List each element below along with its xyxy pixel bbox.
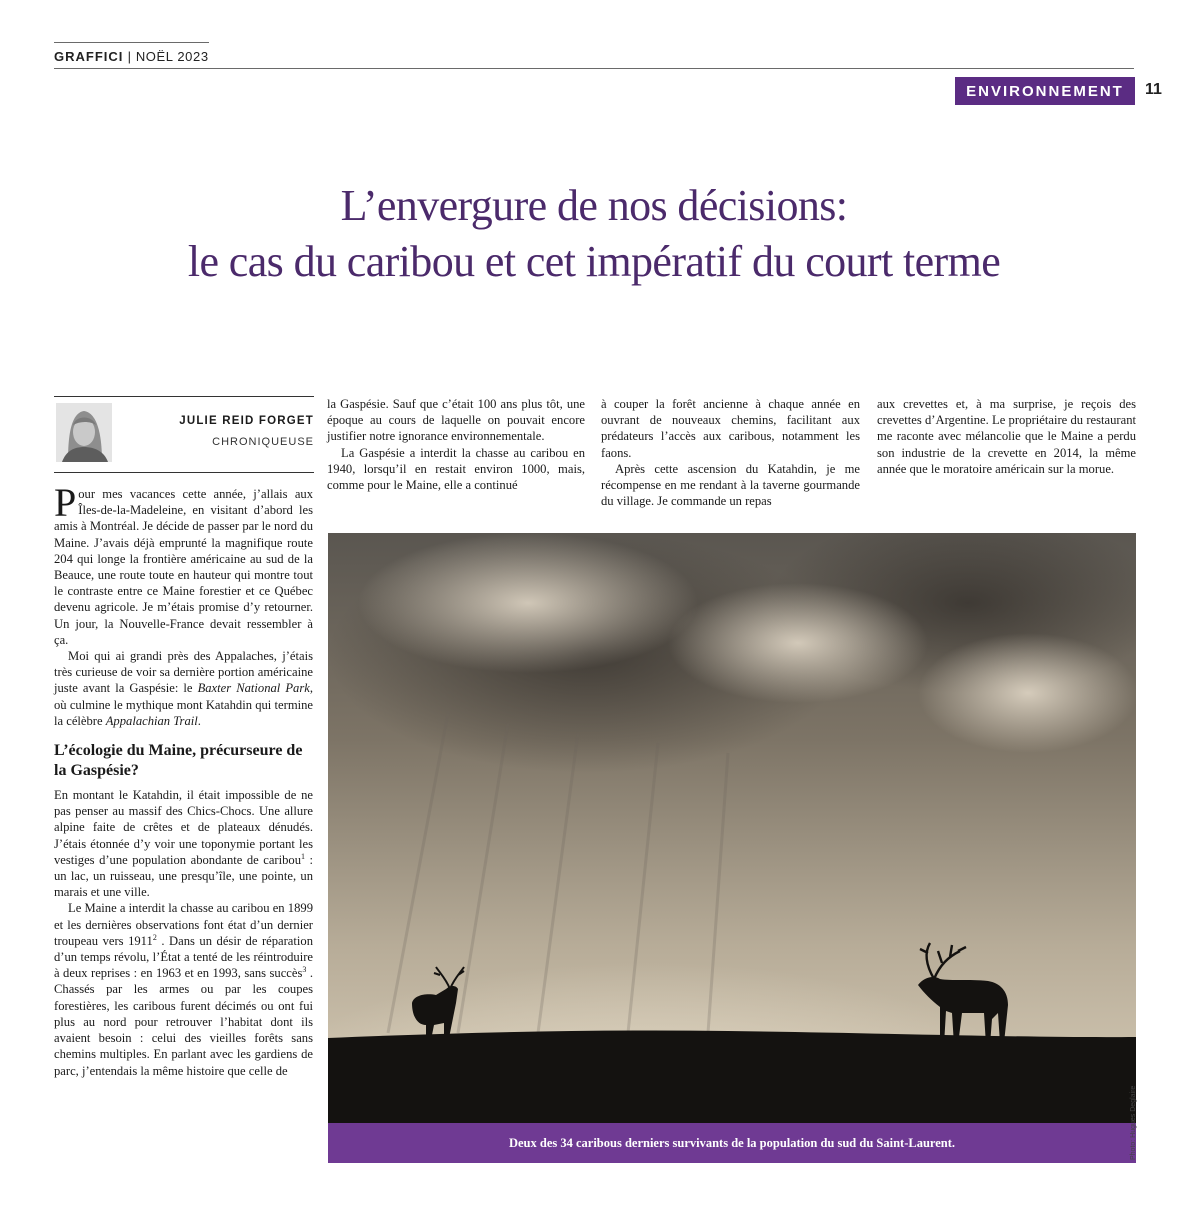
photo-caption: Deux des 34 caribous derniers survivants de la population du sud du Saint-Laurent. (328, 1123, 1136, 1163)
paragraph (54, 900, 313, 1078)
paragraph: aux crevettes et, à ma surprise, je reçois des crevettes d’Argentine. Le propriétaire du restaurant me raconte avec mélancolie que le Maine a perdu son industrie de la crevette en 2014, la même année que le moratoire américain sur la morue. (877, 397, 1136, 476)
paragraph (54, 480, 313, 648)
author-name: JULIE REID FORGET (179, 415, 314, 427)
park-name: Baxter National Park (197, 681, 310, 696)
section-tag: ENVIRONNEMENT (955, 77, 1135, 105)
paragraph-text: . (197, 713, 201, 728)
masthead-separator: | (127, 49, 132, 64)
article-title (54, 178, 1134, 290)
author-photo (56, 403, 112, 462)
caribou-photo-illustration (328, 533, 1136, 1123)
paragraph-text: : un lac, un ruisseau, une presqu’île, une pointe, un marais et une ville. (54, 852, 313, 900)
header-rule (54, 68, 1134, 69)
trail-name: Appalachian Trail (105, 713, 198, 728)
author-box-top-rule (54, 396, 314, 397)
caribou-photo (328, 533, 1136, 1123)
author-role: CHRONIQUEUSE (212, 436, 314, 448)
paragraph: Après cette ascension du Katahdin, je me récompense en me rendant à la taverne gourmande du village. Je commande un repas (601, 461, 860, 509)
article-column-4 (877, 396, 1136, 477)
paragraph: la Gaspésie. Sauf que c’était 100 ans plus tôt, une époque au cours de laquelle on pouvait encore justifier notre ignorance environnementale. (327, 397, 585, 444)
masthead (54, 49, 209, 64)
publication-name: GRAFFICI (54, 49, 124, 64)
article-column-2 (327, 396, 585, 493)
header-top-rule (54, 42, 209, 43)
title-line-2: le cas du caribou et cet impératif du court terme (187, 237, 1001, 286)
author-box-bottom-rule (54, 472, 314, 473)
drop-cap: P (54, 480, 77, 525)
paragraph: à couper la forêt ancienne à chaque année en ouvrant de nouveaux chemins, facilitant aux prédateurs l’accès aux caribous, notamment les faons. (601, 397, 860, 460)
footnote-ref: 3 (302, 965, 307, 975)
page-number: 11 (1145, 81, 1162, 98)
author-photo-illustration (56, 403, 112, 462)
paragraph-text: . Chassés par les armes ou par les coupes forestières, les caribous furent décimés ou ont fui plus au nord pour retrouver l’habitat dont ils avaient besoin : celui des vieilles forêts sans chemins multiples. En parlant avec les gardiens de parc, j’entendais la même histoire que celle de (54, 966, 313, 1078)
paragraph-text: . Dans un désir de réparation d’un temps révolu, l’État a tenté de les réintroduire à deux reprises : en 1963 et en 1993, sans succès (54, 933, 313, 981)
footnote-ref: 1 (301, 851, 305, 861)
edition: NOËL 2023 (135, 49, 209, 64)
article-column-3 (601, 396, 860, 509)
paragraph-text: Moi qui ai grandi près des Appalaches, j’étais très curieuse de voir sa dernière portion américaine juste avant la Gaspésie: le (54, 649, 313, 696)
photo-credit: Photo: Hugues Deglaire (1130, 1085, 1137, 1160)
paragraph-text: En montant le Katahdin, il était impossible de ne pas penser au massif des Chics-Chocs. Une allure alpine faite de crêtes et de plateaux dénudés. J’étais étonnée d’y voir une toponymie portant les vestiges d’une population abondante de caribou (54, 788, 313, 867)
paragraph-text: , où culmine le mythique mont Katahdin qui termine la célèbre (54, 681, 313, 728)
paragraph-text: Le Maine a interdit la chasse au caribou en 1899 et les dernières observations font état d’un dernier troupeau vers 1911 (54, 901, 313, 948)
title-line-1: L’envergure de nos décisions: (340, 181, 848, 230)
paragraph (54, 648, 313, 729)
paragraph (54, 787, 313, 900)
subheading: L’écologie du Maine, précurseure de la Gaspésie? (54, 742, 303, 780)
paragraph: La Gaspésie a interdit la chasse au caribou en 1940, lorsqu’il en restait environ 1000, mais, comme pour le Maine, elle a continué (327, 445, 585, 493)
article-column-1 (54, 480, 313, 1079)
footnote-ref: 2 (152, 932, 157, 942)
paragraph-text: our mes vacances cette année, j’allais aux Îles-de-la-Madeleine, en visitant d’abord les amis à Montréal. Je décide de passer par le nord du Maine. J’avais déjà emprunté la magnifique route 204 qui longe la frontière américaine au sud de la Beauce, une route toute en hauteur qui montre tout le contraste entre ce Maine forestier et ce Québec devenu agricole. Je m’étais promise d’y retourner. Un jour, la Nouvelle-France devait ressembler à ça. (54, 487, 313, 647)
